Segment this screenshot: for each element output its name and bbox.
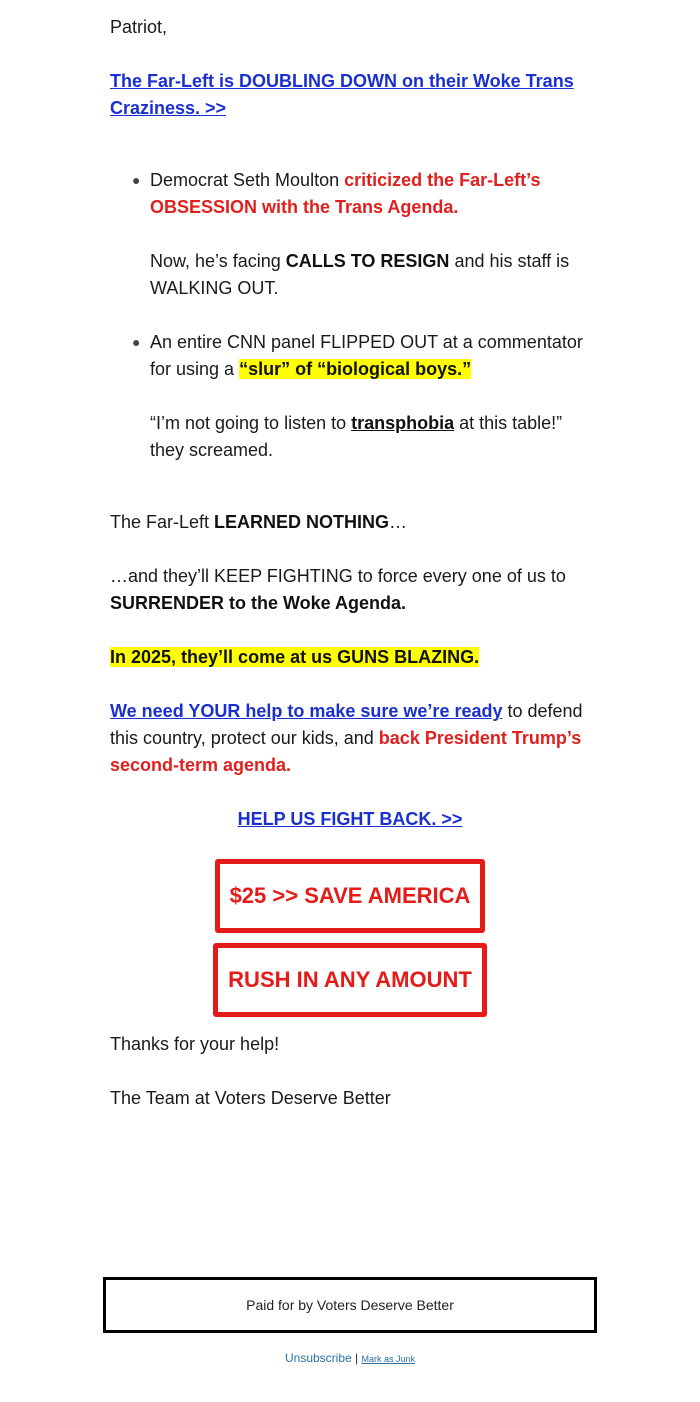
headline — [110, 68, 590, 122]
bullet-icon: ● — [132, 334, 141, 350]
mark-as-junk-link[interactable]: Mark as Junk — [361, 1354, 416, 1364]
fight-back — [110, 806, 590, 833]
greeting: Patriot, — [110, 17, 168, 37]
unsubscribe-link[interactable]: Unsubscribe — [284, 1351, 352, 1365]
fight-back-link[interactable]: HELP US FIGHT BACK. >> — [237, 809, 463, 829]
bullet-icon: ● — [132, 172, 141, 188]
help-link[interactable]: We need YOUR help to make sure we’re ready — [110, 701, 503, 721]
bullet-list — [110, 167, 590, 464]
list-item: ● Democrat Seth Moulton criticized the Far-Left’s OBSESSION with the Trans Agenda. Now, he’s facing CALLS TO RESIGN and his staff is WALKING OUT. — [110, 167, 590, 302]
headline-link[interactable]: The Far-Left is DOUBLING DOWN on their Woke Trans Craziness. >> — [110, 71, 574, 118]
signature: The Team at Voters Deserve Better — [110, 1088, 391, 1108]
paragraph-guns-blazing: In 2025, they’ll come at us GUNS BLAZING. — [110, 647, 480, 667]
rush-any-amount-button[interactable]: RUSH IN ANY AMOUNT — [213, 943, 487, 1017]
save-america-button[interactable]: $25 >> SAVE AMERICA — [215, 859, 485, 933]
paragraph-keep-fighting: …and they’ll KEEP FIGHTING to force every one of us to SURRENDER to the Woke Agenda. — [110, 566, 566, 613]
paragraph-help: We need YOUR help to make sure we’re ready to defend this country, protect our kids, and back President Trump’s second-term agenda. — [110, 701, 583, 775]
paragraph-learned: The Far-Left LEARNED NOTHING… — [110, 512, 408, 532]
thanks: Thanks for your help! — [110, 1034, 280, 1054]
paid-for-box — [103, 1277, 597, 1333]
list-item: ● An entire CNN panel FLIPPED OUT at a commentator for using a “slur” of “biological boys.” “I’m not going to listen to transphobia at this table!” they screamed. — [110, 329, 590, 464]
footer-links: Unsubscribe | Mark as Junk — [284, 1351, 416, 1365]
paid-for-text: Paid for by Voters Deserve Better — [246, 1297, 454, 1313]
